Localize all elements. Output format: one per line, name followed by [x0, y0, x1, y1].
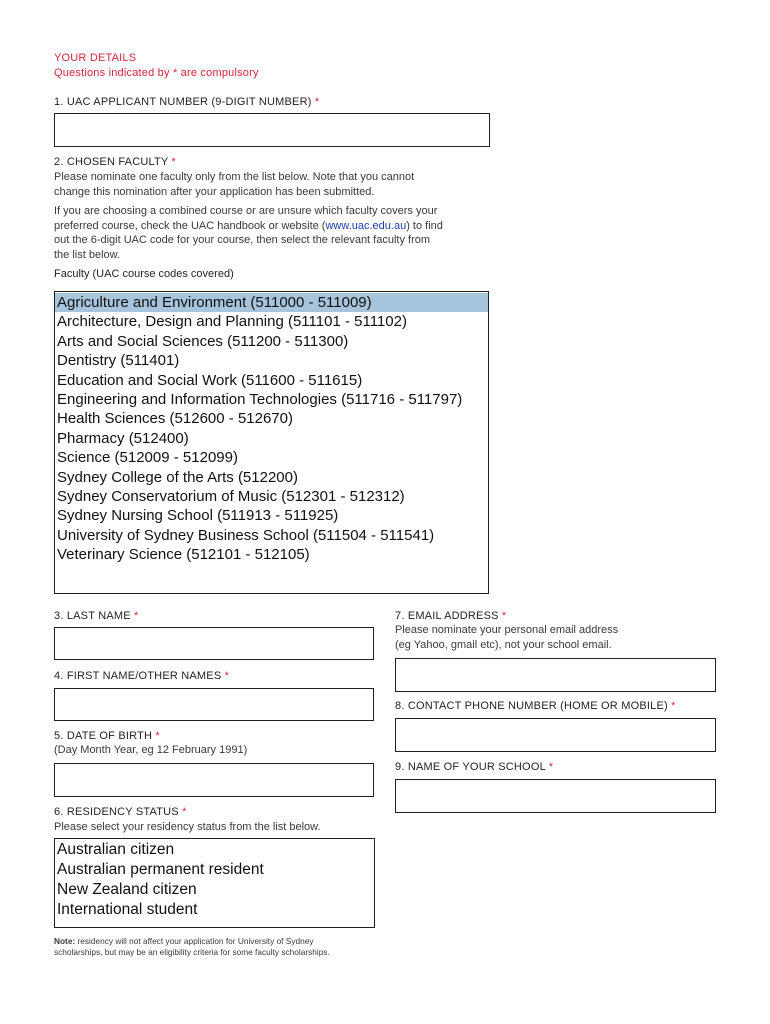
- compulsory-note: Questions indicated by * are compulsory: [54, 67, 259, 79]
- residency-option[interactable]: International student: [57, 901, 198, 918]
- dob-hint: (Day Month Year, eg 12 February 1991): [54, 744, 248, 756]
- faculty-option[interactable]: Sydney College of the Arts (512200): [57, 468, 298, 486]
- faculty-option[interactable]: Architecture, Design and Planning (511101 - 511102): [57, 313, 407, 331]
- faculty-option[interactable]: Pharmacy (512400): [57, 429, 189, 447]
- email-input[interactable]: [395, 658, 716, 692]
- q4-label: 4. FIRST NAME/OTHER NAMES *: [54, 669, 229, 683]
- uac-applicant-number-input[interactable]: [54, 113, 490, 147]
- faculty-option[interactable]: Science (512009 - 512099): [57, 449, 238, 467]
- faculty-option[interactable]: Engineering and Information Technologies (511716 - 511797): [57, 390, 463, 408]
- phone-input[interactable]: [395, 718, 716, 752]
- faculty-option[interactable]: Sydney Nursing School (511913 - 511925): [57, 507, 339, 525]
- first-name-input[interactable]: [54, 688, 374, 721]
- residency-hint: Please select your residency status from the list below.: [54, 821, 321, 833]
- faculty-option[interactable]: Education and Social Work (511600 - 511615): [57, 371, 363, 389]
- faculty-option[interactable]: Health Sciences (512600 - 512670): [57, 410, 293, 428]
- faculty-option[interactable]: Arts and Social Sciences (511200 - 511300): [57, 332, 349, 350]
- last-name-input[interactable]: [54, 627, 374, 660]
- email-hint: Please nominate your personal email address (eg Yahoo, gmail etc), not your school email.: [395, 624, 619, 651]
- q2-description-1: Please nominate one faculty only from the list below. Note that you cannot change this nomination after your application has been submitted.: [54, 171, 415, 198]
- residency-option[interactable]: Australian citizen: [57, 841, 175, 858]
- faculty-listbox[interactable]: [54, 291, 489, 594]
- date-of-birth-input[interactable]: [54, 763, 374, 797]
- residency-listbox[interactable]: [54, 838, 375, 928]
- q8-label: 8. CONTACT PHONE NUMBER (HOME OR MOBILE) *: [395, 699, 676, 713]
- q5-label: 5. DATE OF BIRTH *: [54, 729, 160, 743]
- faculty-option[interactable]: Sydney Conservatorium of Music (512301 - 512312): [57, 487, 405, 505]
- q2-description-2: If you are choosing a combined course or are unsure which faculty covers your preferred course, check the UAC handbook or website (www.uac.edu.au) to find out the 6-digit UAC code for your course, then select the relevant faculty from the list below.: [54, 205, 443, 261]
- q9-label: 9. NAME OF YOUR SCHOOL *: [395, 760, 553, 774]
- q1-label: 1. UAC APPLICANT NUMBER (9-DIGIT NUMBER) *: [54, 95, 319, 109]
- q7-label: 7. EMAIL ADDRESS *: [395, 609, 506, 623]
- residency-option[interactable]: Australian permanent resident: [57, 861, 264, 878]
- q2-label: 2. CHOSEN FACULTY *: [54, 155, 176, 169]
- school-name-input[interactable]: [395, 779, 716, 813]
- faculty-list-label: Faculty (UAC course codes covered): [54, 268, 234, 280]
- faculty-option[interactable]: Dentistry (511401): [57, 352, 180, 370]
- uac-website-link[interactable]: www.uac.edu.au: [325, 219, 407, 232]
- q6-label: 6. RESIDENCY STATUS *: [54, 805, 187, 819]
- residency-note: Note: residency will not affect your application for University of Sydney scholarships, but may be an eligibility criteria for some faculty scholarships.: [54, 936, 330, 957]
- section-title: YOUR DETAILS: [54, 52, 137, 64]
- faculty-option[interactable]: Veterinary Science (512101 - 512105): [57, 546, 310, 564]
- residency-option[interactable]: New Zealand citizen: [57, 881, 197, 898]
- q3-label: 3. LAST NAME *: [54, 609, 139, 623]
- faculty-option[interactable]: University of Sydney Business School (511504 - 511541): [57, 526, 435, 544]
- faculty-option[interactable]: Agriculture and Environment (511000 - 511009): [55, 293, 488, 312]
